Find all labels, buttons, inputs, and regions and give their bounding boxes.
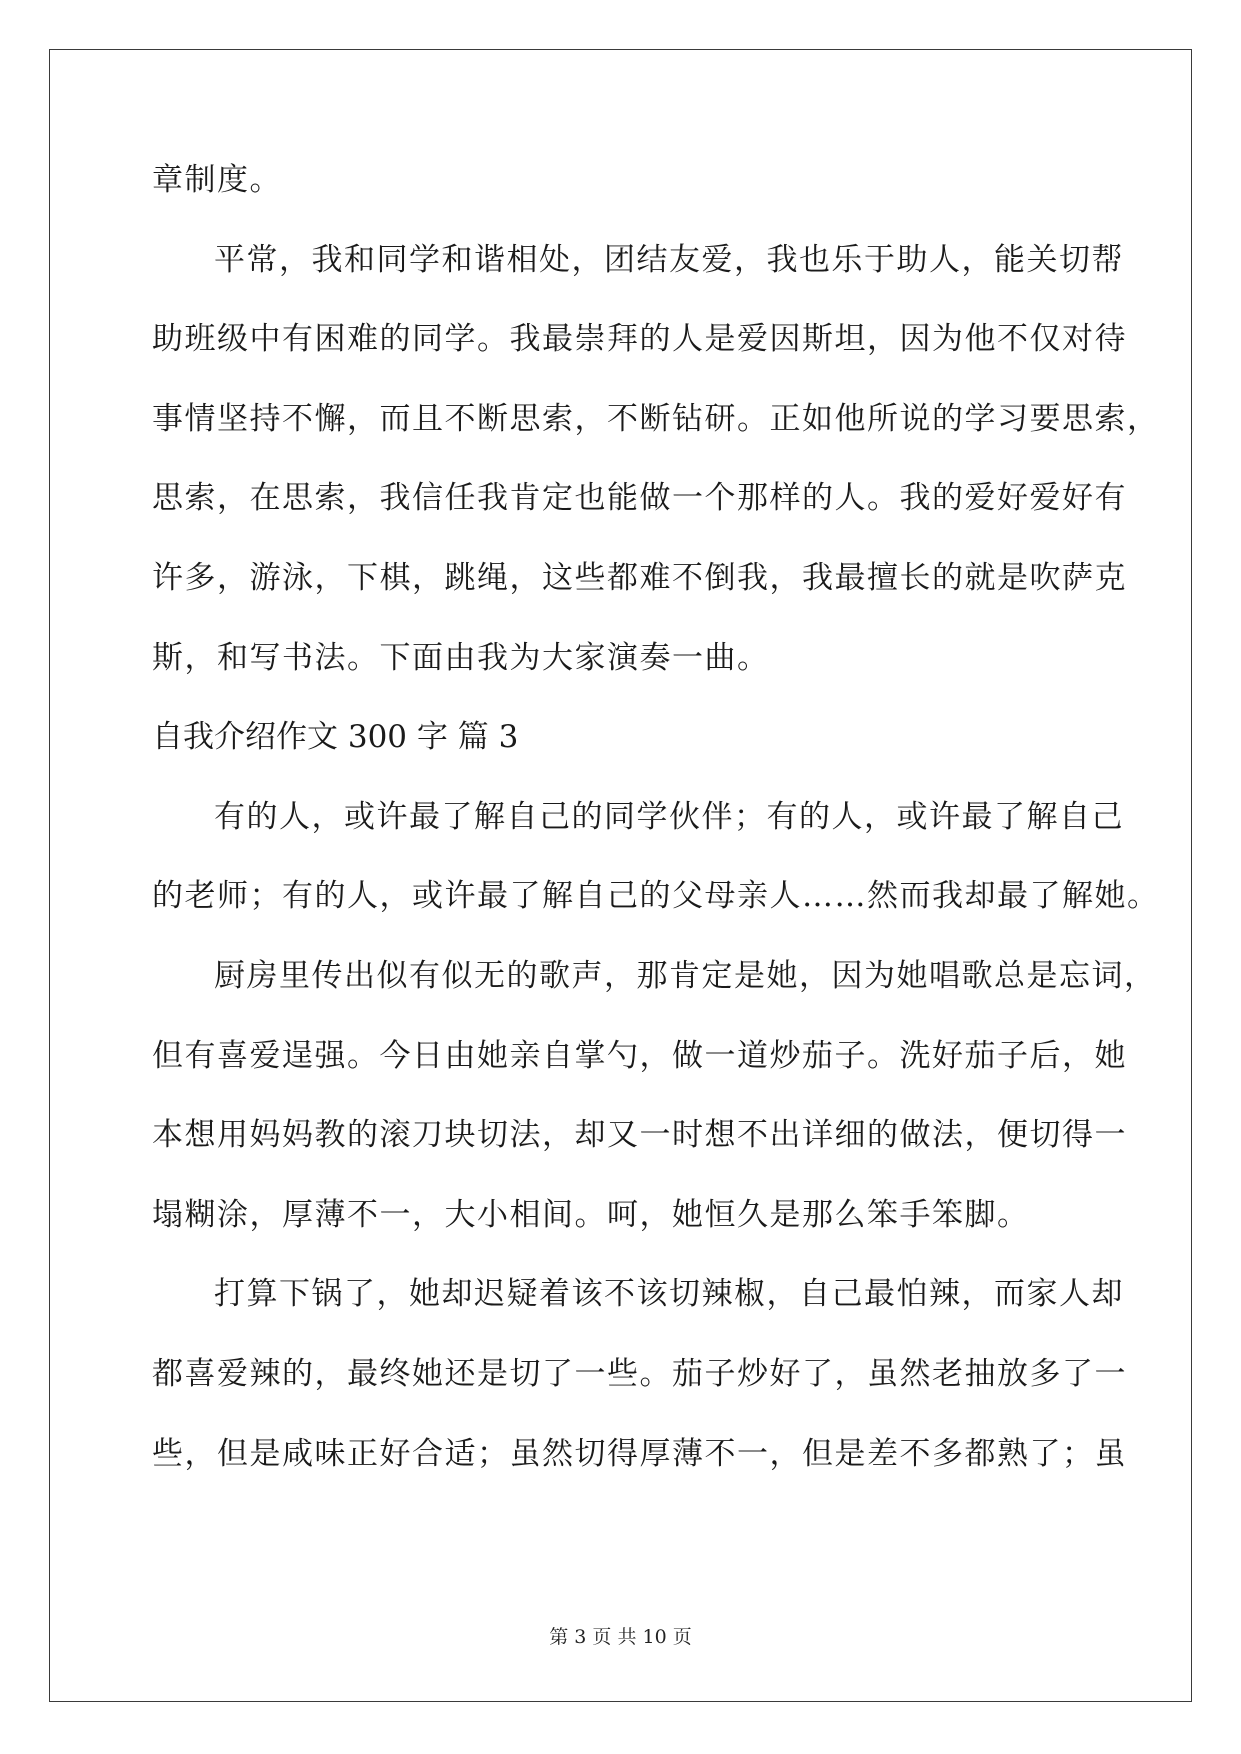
text-line: 助班级中有困难的同学。我最崇拜的人是爱因斯坦，因为他不仅对待 <box>152 321 1127 358</box>
text-line: 但有喜爱逞强。今日由她亲自掌勺，做一道炒茄子。洗好茄子后，她 <box>152 1037 1127 1074</box>
text-line: 打算下锅了，她却迟疑着该不该切辣椒，自己最怕辣，而家人却 <box>214 1276 1124 1313</box>
text-line: 平常，我和同学和谐相处，团结友爱，我也乐于助人，能关切帮 <box>214 241 1124 278</box>
text-line: 章制度。 <box>152 162 282 198</box>
text-line: 斯，和写书法。下面由我为大家演奏一曲。 <box>152 639 770 676</box>
text-line: 许多，游泳，下棋，跳绳，这些都难不倒我，我最擅长的就是吹萨克 <box>152 559 1127 596</box>
text-line: 本想用妈妈教的滚刀块切法，却又一时想不出详细的做法，便切得一 <box>152 1117 1127 1154</box>
text-line: 塌糊涂，厚薄不一，大小相间。呵，她恒久是那么笨手笨脚。 <box>152 1196 1030 1233</box>
text-line: 都喜爱辣的，最终她还是切了一些。茄子炒好了，虽然老抽放多了一 <box>152 1355 1127 1392</box>
text-line: 事情坚持不懈，而且不断思索，不断钻研。正如他所说的学习要思索， <box>152 400 1160 437</box>
section-heading: 自我介绍作文 300 字 篇 3 <box>152 719 519 756</box>
text-line: 思索，在思索，我信任我肯定也能做一个那样的人。我的爱好爱好有 <box>152 480 1127 517</box>
text-line: 些，但是咸味正好合适；虽然切得厚薄不一，但是差不多都熟了；虽 <box>152 1435 1127 1472</box>
text-line: 厨房里传出似有似无的歌声，那肯定是她，因为她唱歌总是忘词， <box>214 957 1157 994</box>
text-line: 有的人，或许最了解自己的同学伙伴；有的人，或许最了解自己 <box>214 798 1124 835</box>
text-line: 的老师；有的人，或许最了解自己的父母亲人……然而我却最了解她。 <box>152 878 1160 915</box>
page-number-footer: 第 3 页 共 10 页 <box>549 1626 692 1648</box>
document-body <box>152 160 1160 1513</box>
